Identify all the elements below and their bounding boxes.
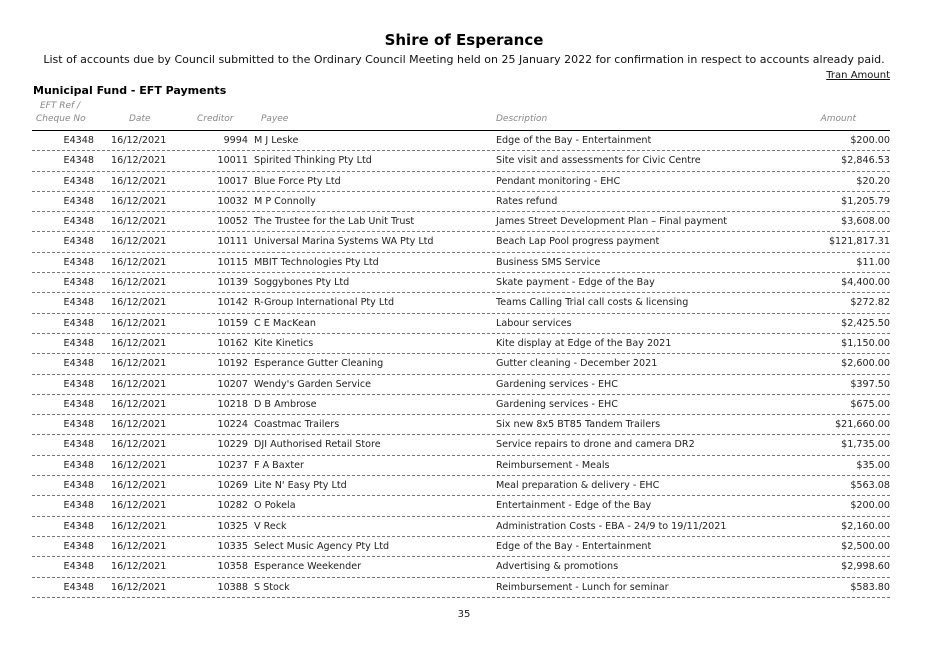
cell-eft-ref: E4348 [63, 439, 94, 451]
cell-eft-ref: E4348 [63, 155, 94, 167]
table-row [32, 435, 890, 455]
cell-date: 16/12/2021 [111, 195, 167, 207]
cell-amount: $3,608.00 [841, 216, 890, 228]
page-number: 35 [457, 609, 471, 620]
cell-date: 16/12/2021 [111, 297, 167, 309]
cell-amount: $200.00 [850, 500, 890, 512]
cell-eft-ref: E4348 [63, 256, 94, 268]
cell-payee: Spirited Thinking Pty Ltd [254, 155, 372, 167]
cell-amount: $583.80 [850, 581, 890, 593]
cell-date: 16/12/2021 [111, 135, 167, 146]
table-row [32, 456, 890, 476]
cell-payee: M P Connolly [254, 195, 316, 207]
cell-description: Site visit and assessments for Civic Centre [496, 155, 701, 167]
cell-payee: Kite Kinetics [254, 337, 314, 349]
cell-payee: Universal Marina Systems WA Pty Ltd [254, 236, 434, 248]
cell-eft-ref: E4348 [63, 175, 94, 187]
header-ref-line1: EFT Ref / [40, 101, 81, 111]
cell-creditor: 10115 [217, 256, 248, 268]
cell-eft-ref: E4348 [63, 236, 94, 248]
cell-creditor: 10111 [217, 236, 248, 248]
cell-payee: F A Baxter [254, 459, 304, 471]
cell-date: 16/12/2021 [111, 155, 167, 167]
cell-date: 16/12/2021 [111, 439, 167, 451]
cell-creditor: 10207 [217, 378, 248, 390]
cell-payee: DJI Authorised Retail Store [254, 439, 381, 451]
cell-eft-ref: E4348 [63, 216, 94, 228]
cell-eft-ref: E4348 [63, 358, 94, 370]
cell-creditor: 10032 [217, 195, 248, 207]
cell-date: 16/12/2021 [111, 378, 167, 390]
cell-payee: Lite N' Easy Pty Ltd [254, 480, 347, 492]
cell-amount: $2,600.00 [841, 358, 890, 370]
table-row [32, 496, 890, 516]
table-row [32, 354, 890, 374]
cell-amount: $1,735.00 [841, 439, 890, 451]
cell-date: 16/12/2021 [111, 459, 167, 471]
cell-amount: $1,205.79 [841, 195, 890, 207]
header-ref-line2: Cheque No [36, 114, 86, 124]
cell-description: Six new 8x5 BT85 Tandem Trailers [496, 419, 661, 431]
cell-creditor: 10325 [217, 520, 248, 532]
cell-date: 16/12/2021 [111, 398, 167, 410]
cell-creditor: 10282 [217, 500, 248, 512]
cell-description: Beach Lap Pool progress payment [496, 236, 660, 248]
cell-amount: $675.00 [850, 398, 890, 410]
cell-payee: Esperance Weekender [254, 561, 362, 573]
cell-date: 16/12/2021 [111, 175, 167, 187]
header-description: Description [496, 114, 548, 124]
cell-amount: $35.00 [856, 459, 890, 471]
cell-payee: C E MacKean [254, 317, 316, 329]
header-amount: Amount [820, 114, 856, 124]
cell-eft-ref: E4348 [63, 561, 94, 573]
table-row [32, 476, 890, 496]
cell-amount: $20.20 [856, 175, 890, 187]
cell-date: 16/12/2021 [111, 256, 167, 268]
cell-eft-ref: E4348 [63, 195, 94, 207]
cell-eft-ref: E4348 [63, 500, 94, 512]
cell-payee: Blue Force Pty Ltd [254, 175, 341, 187]
cell-amount: $563.08 [850, 480, 890, 492]
cell-date: 16/12/2021 [111, 540, 167, 552]
page-subtitle: List of accounts due by Council submitted to the Ordinary Council Meeting held on 25 January 2022 for confirmation in respect to accounts already paid. [43, 53, 885, 66]
cell-amount: $21,660.00 [835, 419, 890, 431]
cell-eft-ref: E4348 [63, 135, 94, 146]
cell-description: Administration Costs - EBA - 24/9 to 19/11/2021 [496, 520, 727, 532]
cell-description: Entertainment - Edge of the Bay [496, 500, 652, 512]
cell-date: 16/12/2021 [111, 419, 167, 431]
cell-amount: $2,846.53 [841, 155, 890, 167]
cell-creditor: 10237 [217, 459, 248, 471]
table-row [32, 212, 890, 232]
cell-creditor: 10224 [217, 419, 248, 431]
cell-creditor: 10142 [217, 297, 248, 309]
cell-description: Skate payment - Edge of the Bay [496, 277, 655, 289]
cell-eft-ref: E4348 [63, 581, 94, 593]
cell-description: Kite display at Edge of the Bay 2021 [496, 337, 672, 349]
cell-date: 16/12/2021 [111, 581, 167, 593]
cell-payee: V Reck [254, 520, 287, 532]
cell-description: Labour services [496, 317, 572, 329]
table-row [32, 517, 890, 537]
header-date: Date [129, 114, 151, 124]
cell-description: Gardening services - EHC [496, 398, 618, 410]
table-row [32, 375, 890, 395]
cell-payee: The Trustee for the Lab Unit Trust [254, 216, 415, 228]
cell-payee: R-Group International Pty Ltd [254, 297, 395, 309]
table-row [32, 415, 890, 435]
cell-payee: Soggybones Pty Ltd [254, 277, 350, 289]
cell-description: Rates refund [496, 195, 558, 207]
cell-date: 16/12/2021 [111, 236, 167, 248]
cell-description: Teams Calling Trial call costs & licensing [496, 297, 689, 309]
cell-amount: $2,998.60 [841, 561, 890, 573]
cell-description: Pendant monitoring - EHC [496, 175, 621, 187]
section-title: Municipal Fund - EFT Payments [33, 84, 227, 97]
cell-amount: $2,160.00 [841, 520, 890, 532]
tran-amount-label: Tran Amount [826, 70, 890, 81]
table-row [32, 253, 890, 273]
cell-eft-ref: E4348 [63, 398, 94, 410]
cell-date: 16/12/2021 [111, 500, 167, 512]
table-row [32, 395, 890, 415]
cell-date: 16/12/2021 [111, 480, 167, 492]
page-title: Shire of Esperance [384, 31, 544, 49]
cell-eft-ref: E4348 [63, 378, 94, 390]
cell-creditor: 10358 [217, 561, 248, 573]
table-row [32, 537, 890, 557]
cell-description: Edge of the Bay - Entertainment [496, 135, 652, 146]
cell-description: Gardening services - EHC [496, 378, 618, 390]
cell-payee: Select Music Agency Pty Ltd [254, 540, 390, 552]
cell-date: 16/12/2021 [111, 520, 167, 532]
table-row [32, 293, 890, 313]
cell-description: Service repairs to drone and camera DR2 [496, 439, 695, 451]
table-row [32, 334, 890, 354]
cell-amount: $397.50 [850, 378, 890, 390]
cell-creditor: 9994 [223, 135, 248, 146]
cell-creditor: 10229 [217, 439, 248, 451]
cell-creditor: 10159 [217, 317, 248, 329]
cell-description: Reimbursement - Lunch for seminar [496, 581, 669, 593]
cell-description: Advertising & promotions [496, 561, 619, 573]
table-row [32, 232, 890, 252]
cell-creditor: 10335 [217, 540, 248, 552]
cell-payee: Esperance Gutter Cleaning [254, 358, 384, 370]
cell-amount: $2,500.00 [841, 540, 890, 552]
table-row [32, 151, 890, 171]
cell-payee: D B Ambrose [254, 398, 317, 410]
cell-creditor: 10052 [217, 216, 248, 228]
cell-eft-ref: E4348 [63, 520, 94, 532]
cell-payee: Coastmac Trailers [254, 419, 340, 431]
table-row [32, 578, 890, 598]
cell-amount: $121,817.31 [828, 236, 890, 248]
cell-amount: $1,150.00 [841, 337, 890, 349]
cell-creditor: 10017 [217, 175, 248, 187]
cell-amount: $2,425.50 [841, 317, 890, 329]
cell-payee: Wendy's Garden Service [254, 378, 372, 390]
cell-description: James Street Development Plan – Final payment [496, 216, 728, 228]
cell-date: 16/12/2021 [111, 317, 167, 329]
table-row [32, 192, 890, 212]
table-row [32, 314, 890, 334]
payments-table [32, 131, 890, 598]
header-creditor: Creditor [197, 114, 234, 124]
cell-amount: $200.00 [850, 135, 890, 146]
cell-date: 16/12/2021 [111, 277, 167, 289]
cell-amount: $272.82 [850, 297, 890, 309]
table-row [32, 172, 890, 192]
cell-description: Reimbursement - Meals [496, 459, 610, 471]
cell-payee: S Stock [254, 581, 290, 593]
cell-creditor: 10388 [217, 581, 248, 593]
cell-eft-ref: E4348 [63, 277, 94, 289]
cell-amount: $11.00 [856, 256, 890, 268]
table-row [32, 131, 890, 151]
cell-creditor: 10139 [217, 277, 248, 289]
cell-creditor: 10269 [217, 480, 248, 492]
cell-eft-ref: E4348 [63, 459, 94, 471]
table-row [32, 273, 890, 293]
cell-eft-ref: E4348 [63, 297, 94, 309]
cell-creditor: 10162 [217, 337, 248, 349]
cell-description: Gutter cleaning - December 2021 [496, 358, 658, 370]
cell-creditor: 10218 [217, 398, 248, 410]
cell-payee: MBIT Technologies Pty Ltd [254, 256, 379, 268]
cell-date: 16/12/2021 [111, 561, 167, 573]
cell-payee: M J Leske [254, 135, 299, 146]
cell-date: 16/12/2021 [111, 216, 167, 228]
cell-eft-ref: E4348 [63, 540, 94, 552]
header-payee: Payee [261, 114, 289, 124]
cell-eft-ref: E4348 [63, 337, 94, 349]
cell-creditor: 10192 [217, 358, 248, 370]
cell-eft-ref: E4348 [63, 317, 94, 329]
cell-creditor: 10011 [217, 155, 248, 167]
cell-date: 16/12/2021 [111, 337, 167, 349]
cell-eft-ref: E4348 [63, 480, 94, 492]
cell-description: Edge of the Bay - Entertainment [496, 540, 652, 552]
table-row [32, 557, 890, 577]
cell-amount: $4,400.00 [841, 277, 890, 289]
cell-date: 16/12/2021 [111, 358, 167, 370]
cell-description: Meal preparation & delivery - EHC [496, 480, 660, 492]
cell-payee: O Pokela [254, 500, 296, 512]
cell-description: Business SMS Service [496, 256, 601, 268]
cell-eft-ref: E4348 [63, 419, 94, 431]
